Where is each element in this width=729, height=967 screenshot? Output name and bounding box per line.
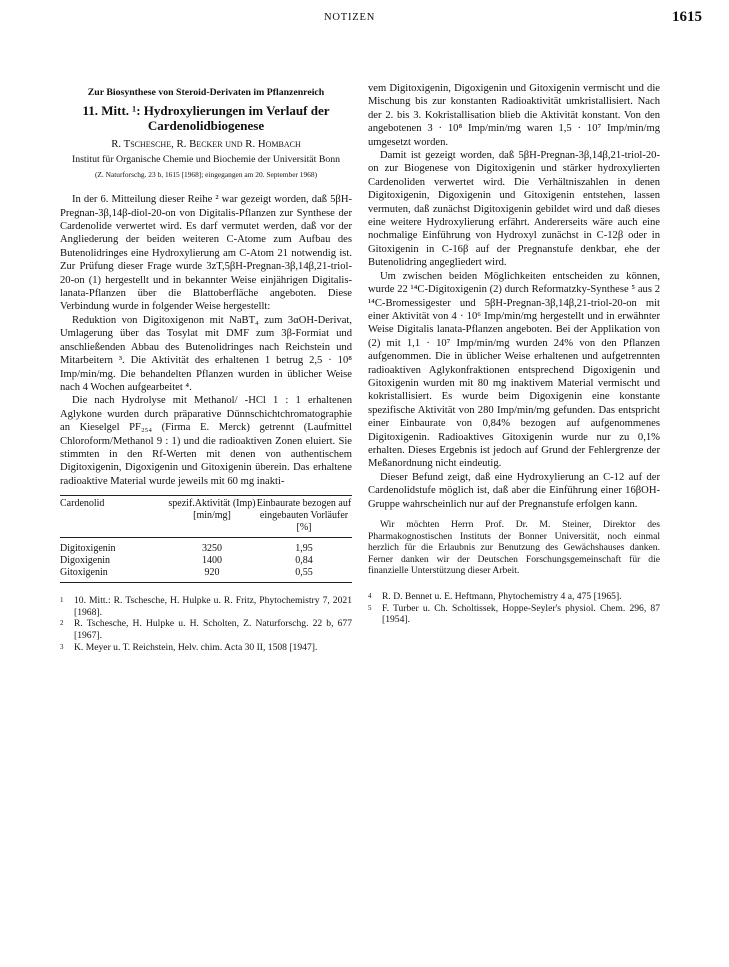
table-cell: Digoxigenin (60, 555, 110, 567)
page-number: 1615 (672, 9, 702, 25)
series-title: Zur Biosynthese von Steroid-Derivaten im Pflanzenreich (87, 87, 325, 98)
body-text (60, 193, 352, 488)
table-cell: 3250 (202, 543, 222, 555)
table-row (60, 555, 352, 567)
table-cell: 0,55 (295, 567, 313, 579)
footnote-number: 5 (368, 603, 372, 612)
footnote-text: R. Tschesche, H. Hulpke u. H. Scholten, Z. Naturforschg. 22 b, 677 [1967]. (74, 618, 352, 641)
table-row (60, 543, 352, 555)
table-header-row (60, 496, 352, 538)
results-table (60, 495, 352, 583)
footnote-text: 10. Mitt.: R. Tschesche, H. Hulpke u. R. Fritz, Phytochemistry 7, 2021 [1968]. (74, 595, 352, 618)
footnote-number: 3 (60, 642, 64, 651)
footnotes (368, 591, 660, 626)
table-cell: 1,95 (295, 543, 313, 555)
article-title: 11. Mitt. ¹: Hydroxylierungen im Verlauf der Cardenolidbiogenese (82, 103, 330, 134)
table-cell: Digitoxigenin (60, 543, 116, 555)
footnote-text: R. D. Bennet u. E. Heftmann, Phytochemistry 4 a, 475 [1965]. (382, 590, 622, 602)
footnote (368, 591, 660, 603)
table-row (60, 567, 352, 579)
footnote-text: F. Turber u. Ch. Scholtissek, Hoppe-Seyler's physiol. Chem. 296, 87 [1954]. (382, 602, 660, 626)
column-header: spezif.Aktivität (Imp) [min/mg] (168, 498, 256, 522)
footnote-number: 4 (368, 591, 372, 600)
paragraph: vem Digitoxigenin, Digoxigenin und Gitoxigenin vermischt und die Mischung bis zur konstanten Radioaktivität umkristallisiert. Nach der 2. bis 3. Kokristallisation blieb die Aktivität konstant. Von den angebotenen 3 · 10⁸ Imp/min/mg waren 1,5 · 10⁷ Imp/min/mg umgesetzt worden. (368, 83, 660, 148)
paragraph: Reduktion von Digitoxigenon mit NaBT₄ zum 3αOH-Derivat, Umlagerung über das Tosylat mit DMF zum 3β-Formiat und anschließenden Abbau des Butenolidringes nach Reichstein und Mitarbeitern ³. Die Aktivität des erhaltenen 1 betrug 2,5 · 10⁸ Imp/min/mg. Die behandelten Pflanzen wurden in üblicher Weise nach 4 Wochen aufgearbeitet ⁴. (60, 314, 352, 393)
column-header: Einbaurate bezogen auf eingebauten Vorläufer [%] (256, 498, 352, 534)
footnote (368, 603, 660, 626)
table-cell: 1400 (202, 555, 222, 567)
institute: Institut für Organische Chemie und Biochemie der Universität Bonn (71, 153, 341, 165)
paragraph: In der 6. Mitteilung dieser Reihe ² war gezeigt worden, daß 5βH-Pregnan-3β,14β-diol-20-on von Digitalis-Pflanzen zur Synthese der Cardenolide verwertet wird. Es darf vermutet werden, daß vor der Angliederung der beiden weiteren C-Atome zum Aufbau des Butenolidringes eine Hydroxylierung am C-Atom 21 notwendig ist. Zur Prüfung dieser Frage wurde 3zT,5βH-Pregnan-3β,14β,21-triol-20-on (1) hergestellt und in bekannter Weise einjährigen Digitalis-lanata-Pflanzen über die Blattoberfläche angeboten. Diese Verbindung wurde in folgender Weise hergestellt: (60, 194, 352, 313)
paragraph: Die nach Hydrolyse mit Methanol/ -HCl 1 : 1 erhaltenen Aglykone wurden durch präparative Dünnschichtchromatographie an Kieselgel PF₂₅₄ (Firma E. Merck) getrennt (Laufmittel Chloroform/Methanol 9 : 1) und die radioaktiven Zonen eluiert. Sie stimmten in den Rf-Werten mit denen von authentischem Digitoxigenin, Digoxigenin und Gitoxigenin überein. Das erhaltene radioaktive Material wurde jeweils mit 60 mg inakti- (60, 395, 352, 487)
citation-line: (Z. Naturforschg. 23 b, 1615 [1968]; eingegangen am 20. September 1968) (94, 169, 318, 179)
table-cell: 920 (204, 567, 220, 579)
table-cell: 0,84 (295, 555, 313, 567)
footnote (60, 618, 352, 641)
footnote-text: K. Meyer u. T. Reichstein, Helv. chim. Acta 30 II, 1508 [1947]. (74, 641, 318, 653)
acknowledgement: Wir möchten Herrn Prof. Dr. M. Steiner, Direktor des Pharmakognostischen Instituts der Bonner Universität, noch einmal herzlich für die Erlaubnis zur Benutzung des Gewächshauses danken. Ferner danken wir der Deutschen Forschungsgemeinschaft für die finanzielle Unterstützung dieser Arbeit. (368, 519, 660, 577)
footnote-number: 2 (60, 619, 64, 628)
running-title: NOTIZEN (324, 12, 376, 23)
table-cell: Gitoxigenin (60, 567, 108, 579)
left-column (60, 86, 352, 653)
column-header: Cardenolid (60, 498, 105, 510)
footnote (60, 642, 352, 654)
paragraph: Damit ist gezeigt worden, daß 5βH-Pregnan-3β,14β,21-triol-20-on zur Biogenese von Digitoxigenin und stärker hydroxylierten Cardenoliden verwertet wird. Die Verhältniszahlen in denen Digitoxigenin, Digoxigenin und Gitoxigenin entstehen, lassen vermuten, daß zunächst Digitoxigenin gebildet wird und daß dieses eine weitere Hydroxylierung erfährt. Andererseits wäre auch eine nochmalige Einführung von Hydroxyl zunächst in C-12β oder in Gitoxigenin in C-16β auf der Pregnanstufe denkbar, ehe der Butenolidring angegliedert wird. (368, 150, 660, 269)
paragraph: Um zwischen beiden Möglichkeiten entscheiden zu können, wurde 22 ¹⁴C-Digitoxigenin (2) durch Reformatzky-Synthese ⁵ aus 2 ¹⁴C-Bromessigester und 5βH-Pregnan-3β,14β,21-triol-20-on mit einer Aktivität von 4 · 10⁶ Imp/min/mg hergestellt und in erwähnter Weise Digitalis lanata-Pflanzen angeboten. Bei der Applikation von (2) mit 1,1 · 10⁷ Imp/min/mg wurden 24% von den Pflanzen aufgenommen. Die in üblicher Weise erhaltenen und aufgetrennten radioaktiven Aglykonfraktionen entsprechend Digoxigenin und Gitoxigenin wurden mit 80 mg inaktivem Material vermischt und kokristallisiert. Es wurde beim Digoxigenin eine konstante spezifische Aktivität von 280 Imp/min/mg gefunden. Das entspricht einer Einbaurate von 0,84% bezogen auf aufgenommenes Digitoxigenin. Radioaktives Gitoxigenin wurde nur zu 0,1% erhalten. Dieses Ergebnis ist jedoch auf Grund der Fehlergrenze der Meßanordnung nicht eindeutig. (368, 270, 660, 470)
authors: R. Tschesche, R. Becker und R. Hombach (111, 138, 301, 151)
footnotes (60, 595, 352, 653)
right-column (368, 82, 660, 626)
footnote (60, 595, 352, 618)
paragraph: Dieser Befund zeigt, daß eine Hydroxylierung an C-12 auf der Cardenolidstufe möglich ist, daß aber die Einführung einer 16βOH-Gruppe wahrscheinlich nur auf der Pregnanstufe erfolgen kann. (368, 471, 660, 510)
footnote-number: 1 (60, 596, 64, 605)
